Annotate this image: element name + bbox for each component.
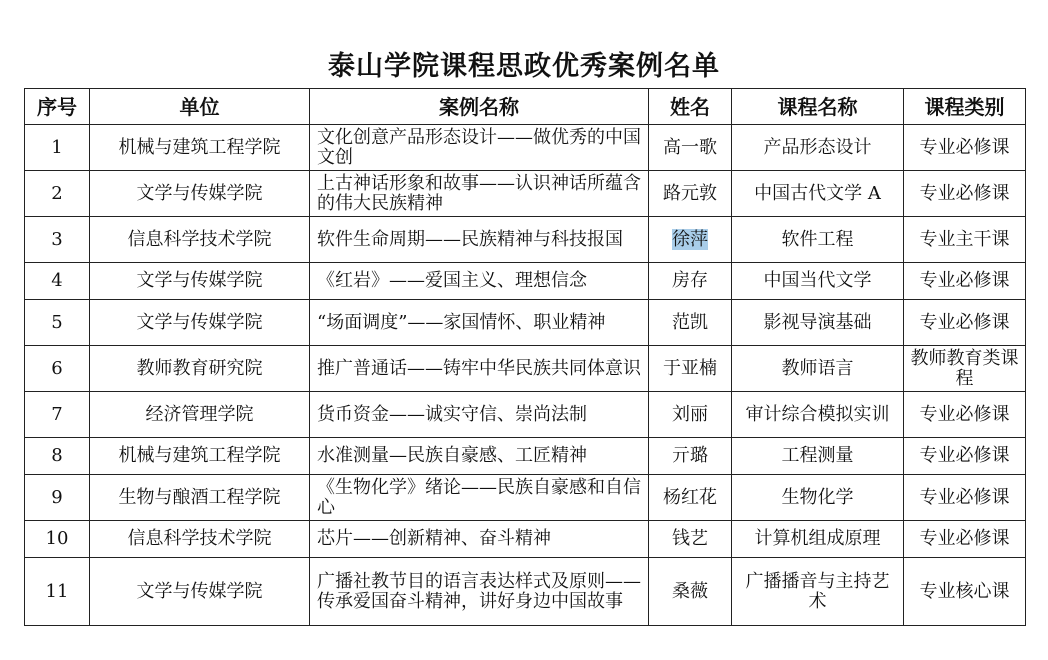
cell-case	[310, 558, 649, 626]
table-row	[25, 558, 1026, 626]
cell-name-text: 房存	[672, 270, 708, 291]
cell-category	[904, 475, 1026, 521]
table-row	[25, 125, 1026, 171]
cell-case-text: 货币资金——诚实守信、崇尚法制	[317, 403, 587, 425]
cell-case	[310, 392, 649, 438]
cell-no	[25, 300, 90, 346]
cell-case-text: “场面调度”——家国情怀、职业精神	[317, 311, 606, 333]
cell-course	[732, 263, 904, 300]
cell-unit	[90, 392, 310, 438]
header-course: 课程名称	[732, 89, 904, 125]
cell-name-text: 亓璐	[672, 445, 708, 466]
cell-course-text: 产品形态设计	[763, 136, 872, 158]
cell-category-text: 专业主干课	[919, 228, 1010, 250]
cell-name-text: 刘丽	[672, 403, 708, 425]
cell-unit	[90, 125, 310, 171]
table-row	[25, 438, 1026, 475]
cell-course	[732, 392, 904, 438]
header-case: 案例名称	[310, 89, 649, 125]
cell-category	[904, 392, 1026, 438]
cell-course	[732, 521, 904, 558]
cell-case-text: 文化创意产品形态设计——做优秀的中国文创	[317, 126, 641, 168]
cell-course	[732, 475, 904, 521]
cell-no	[25, 475, 90, 521]
cell-category-text: 专业必修课	[919, 528, 1010, 549]
cell-category	[904, 125, 1026, 171]
cell-category-text: 专业必修课	[919, 486, 1010, 508]
table-row	[25, 217, 1026, 263]
cell-unit	[90, 438, 310, 475]
cell-name-text: 钱艺	[672, 528, 708, 549]
cell-no-text: 11	[45, 580, 69, 602]
cell-case-text: 软件生命周期——民族精神与科技报国	[317, 228, 623, 250]
cell-course-text: 中国当代文学	[763, 270, 872, 291]
cell-unit-text: 机械与建筑工程学院	[118, 136, 281, 158]
cell-name	[649, 125, 732, 171]
cell-name-text: 高一歌	[663, 136, 717, 158]
cell-course-text: 工程测量	[781, 445, 854, 466]
cell-name	[649, 346, 732, 392]
cell-case	[310, 475, 649, 521]
cell-unit-text: 信息科学技术学院	[127, 228, 272, 250]
cell-no-text: 10	[45, 528, 69, 549]
cell-course	[732, 125, 904, 171]
cell-course	[732, 438, 904, 475]
cell-category	[904, 300, 1026, 346]
cell-category	[904, 558, 1026, 626]
cell-unit	[90, 346, 310, 392]
cell-unit	[90, 475, 310, 521]
cell-category	[904, 346, 1026, 392]
table-row	[25, 171, 1026, 217]
cell-no	[25, 521, 90, 558]
table-row	[25, 263, 1026, 300]
cell-name	[649, 521, 732, 558]
cell-case-text: 《生物化学》绪论——民族自豪感和自信心	[317, 476, 641, 518]
cell-no-text: 3	[51, 228, 63, 250]
cell-category-text: 专业核心课	[919, 580, 1010, 602]
cell-name	[649, 558, 732, 626]
cell-unit	[90, 300, 310, 346]
cell-case-text: 推广普通话——铸牢中华民族共同体意识	[317, 357, 641, 379]
cell-no	[25, 392, 90, 438]
cell-course-text: 广播播音与主持艺术	[745, 570, 890, 612]
cell-no-text: 6	[51, 357, 63, 379]
cell-category-text: 专业必修课	[919, 403, 1010, 425]
cell-category-text: 专业必修课	[919, 445, 1010, 466]
cell-no-text: 4	[51, 270, 63, 291]
cell-unit-text: 机械与建筑工程学院	[118, 445, 281, 466]
cell-unit	[90, 558, 310, 626]
cell-name	[649, 217, 732, 263]
cell-course	[732, 558, 904, 626]
cell-unit-text: 文学与传媒学院	[136, 580, 263, 602]
cell-category-text: 专业必修课	[919, 136, 1010, 158]
cell-no-text: 1	[51, 136, 63, 158]
cell-course-text: 生物化学	[781, 486, 854, 508]
cell-no-text: 9	[51, 486, 63, 508]
cell-course-text: 计算机组成原理	[754, 528, 881, 549]
cell-case	[310, 171, 649, 217]
cell-name-text: 杨红花	[663, 486, 717, 508]
cell-category	[904, 263, 1026, 300]
highlighted-name: 徐萍	[672, 228, 708, 250]
cell-unit	[90, 521, 310, 558]
cell-case-text: 广播社教节目的语言表达样式及原则——传承爱国奋斗精神，讲好身边中国故事	[317, 570, 641, 612]
cell-category	[904, 438, 1026, 475]
cell-name-text: 范凯	[672, 311, 708, 333]
cell-course	[732, 346, 904, 392]
cell-unit	[90, 263, 310, 300]
cell-course-text: 中国古代文学 A	[754, 182, 881, 204]
cell-category	[904, 217, 1026, 263]
cell-case	[310, 438, 649, 475]
cell-category-text: 专业必修课	[919, 311, 1010, 333]
cell-course	[732, 300, 904, 346]
cell-course-text: 教师语言	[781, 357, 854, 379]
document-title: 泰山学院课程思政优秀案例名单	[328, 51, 720, 82]
cell-case-text: 芯片——创新精神、奋斗精神	[317, 528, 551, 549]
cell-unit-text: 教师教育研究院	[136, 357, 263, 379]
cell-no-text: 2	[51, 182, 63, 204]
cell-no	[25, 558, 90, 626]
cell-unit-text: 经济管理学院	[145, 403, 254, 425]
cell-name	[649, 438, 732, 475]
cell-case-text: 上古神话形象和故事——认识神话所蕴含的伟大民族精神	[317, 172, 641, 214]
cell-name	[649, 263, 732, 300]
cell-name-text: 路元敦	[663, 182, 717, 204]
cell-unit	[90, 217, 310, 263]
cell-name-text: 桑薇	[672, 580, 708, 602]
cell-name	[649, 475, 732, 521]
cell-no	[25, 438, 90, 475]
cell-category	[904, 521, 1026, 558]
cell-course-text: 软件工程	[781, 228, 854, 250]
cell-case	[310, 300, 649, 346]
cell-no	[25, 263, 90, 300]
cell-unit	[90, 171, 310, 217]
cell-course-text: 审计综合模拟实训	[745, 403, 890, 425]
cell-category-text: 专业必修课	[919, 182, 1010, 204]
cell-category	[904, 171, 1026, 217]
cell-name	[649, 171, 732, 217]
cell-case	[310, 521, 649, 558]
cell-no-text: 7	[51, 403, 63, 425]
cell-no	[25, 217, 90, 263]
cell-course-text: 影视导演基础	[763, 311, 872, 333]
cell-name	[649, 300, 732, 346]
cell-case-text: 水准测量—民族自豪感、工匠精神	[317, 445, 587, 466]
cell-course	[732, 171, 904, 217]
cell-no	[25, 125, 90, 171]
cell-case	[310, 346, 649, 392]
cell-unit-text: 信息科学技术学院	[127, 528, 272, 549]
cell-name	[649, 392, 732, 438]
cell-unit-text: 文学与传媒学院	[136, 311, 263, 333]
table-row	[25, 392, 1026, 438]
cell-no	[25, 346, 90, 392]
table-row	[25, 346, 1026, 392]
cell-no-text: 5	[51, 311, 63, 333]
cell-no-text: 8	[51, 445, 63, 466]
table-row	[25, 475, 1026, 521]
cell-name-text: 于亚楠	[663, 357, 717, 379]
cell-unit-text: 文学与传媒学院	[136, 270, 263, 291]
cell-category-text: 教师教育类课程	[910, 347, 1019, 389]
header-unit: 单位	[90, 89, 310, 125]
cell-unit-text: 生物与酿酒工程学院	[118, 486, 281, 508]
case-list-table	[24, 88, 1026, 626]
cell-unit-text: 文学与传媒学院	[136, 182, 263, 204]
table-header-row	[25, 89, 1026, 125]
header-no: 序号	[25, 89, 90, 125]
cell-case-text: 《红岩》——爱国主义、理想信念	[317, 270, 587, 291]
cell-course	[732, 217, 904, 263]
cell-case	[310, 125, 649, 171]
cell-no	[25, 171, 90, 217]
table-row	[25, 300, 1026, 346]
table-row	[25, 521, 1026, 558]
cell-category-text: 专业必修课	[919, 270, 1010, 291]
header-name: 姓名	[649, 89, 732, 125]
cell-case	[310, 263, 649, 300]
header-category: 课程类别	[904, 89, 1026, 125]
cell-case	[310, 217, 649, 263]
